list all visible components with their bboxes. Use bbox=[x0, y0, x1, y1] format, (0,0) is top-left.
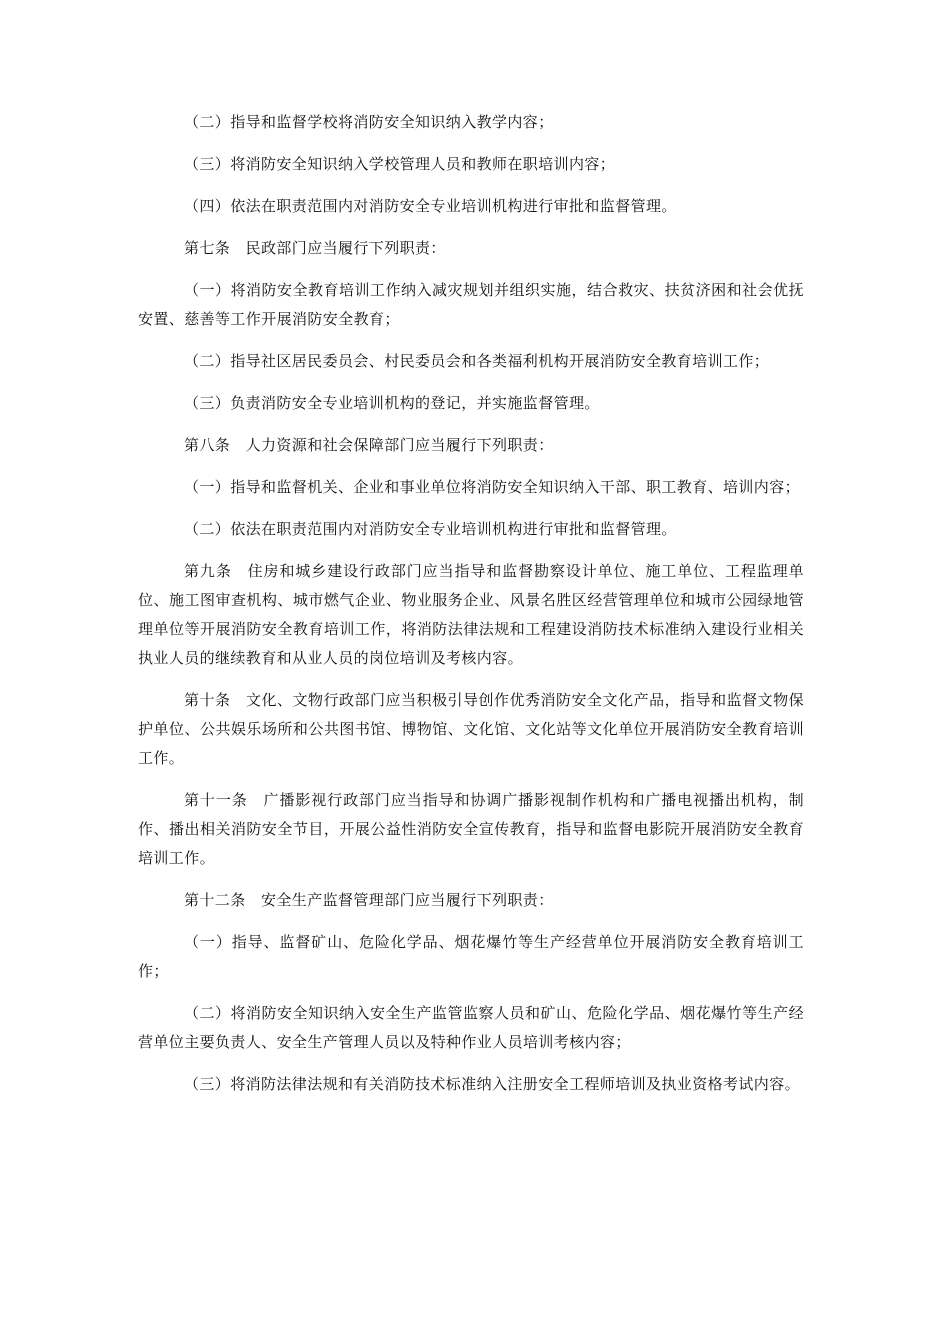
article-12-item-1: （一）指导、监督矿山、危险化学品、烟花爆竹等生产经营单位开展消防安全教育培训工作； bbox=[138, 933, 804, 980]
article-11: 第十一条 广播影视行政部门应当指导和协调广播影视制作机构和广播电视播出机构，制作、播出相关消防安全节目，开展公益性消防安全宣传教育，指导和监督电影院开展消防安全教育培训工作。 bbox=[138, 791, 804, 867]
paragraph-item-4: （四）依法在职责范围内对消防安全专业培训机构进行审批和监督管理。 bbox=[184, 197, 677, 215]
article-8-item-2: （二）依法在职责范围内对消防安全专业培训机构进行审批和监督管理。 bbox=[184, 520, 677, 538]
article-8-item-1: （一）指导和监督机关、企业和事业单位将消防安全知识纳入干部、职工教育、培训内容； bbox=[184, 478, 801, 496]
article-12-heading: 第十二条 安全生产监督管理部门应当履行下列职责： bbox=[184, 891, 554, 909]
article-7-heading: 第七条 民政部门应当履行下列职责： bbox=[184, 239, 446, 257]
article-10: 第十条 文化、文物行政部门应当积极引导创作优秀消防安全文化产品，指导和监督文物保护单位、公共娱乐场所和公共图书馆、博物馆、文化馆、文化站等文化单位开展消防安全教育培训工作。 bbox=[138, 691, 804, 767]
paragraph-item-2: （二）指导和监督学校将消防安全知识纳入教学内容； bbox=[184, 113, 554, 131]
article-12-item-3: （三）将消防法律法规和有关消防技术标准纳入注册安全工程师培训及执业资格考试内容。 bbox=[184, 1075, 801, 1093]
article-7-item-2: （二）指导社区居民委员会、村民委员会和各类福利机构开展消防安全教育培训工作； bbox=[184, 352, 770, 370]
article-7-item-3: （三）负责消防安全专业培训机构的登记，并实施监督管理。 bbox=[184, 394, 600, 412]
article-8-heading: 第八条 人力资源和社会保障部门应当履行下列职责： bbox=[184, 436, 554, 454]
document-body bbox=[138, 108, 804, 1112]
article-9: 第九条 住房和城乡建设行政部门应当指导和监督勘察设计单位、施工单位、工程监理单位、施工图审查机构、城市燃气企业、物业服务企业、风景名胜区经营管理单位和城市公园绿地管理单位等开展消防安全教育培训工作，将消防法律法规和工程建设消防技术标准纳入建设行业相关执业人员的继续教育和从业人员的岗位培训及考核内容。 bbox=[138, 562, 804, 667]
article-12-item-2: （二）将消防安全知识纳入安全生产监管监察人员和矿山、危险化学品、烟花爆竹等生产经营单位主要负责人、安全生产管理人员以及特种作业人员培训考核内容； bbox=[138, 1004, 804, 1051]
article-7-item-1: （一）将消防安全教育培训工作纳入减灾规划并组织实施，结合救灾、扶贫济困和社会优抚安置、慈善等工作开展消防安全教育； bbox=[138, 281, 804, 328]
paragraph-item-3: （三）将消防安全知识纳入学校管理人员和教师在职培训内容； bbox=[184, 155, 616, 173]
